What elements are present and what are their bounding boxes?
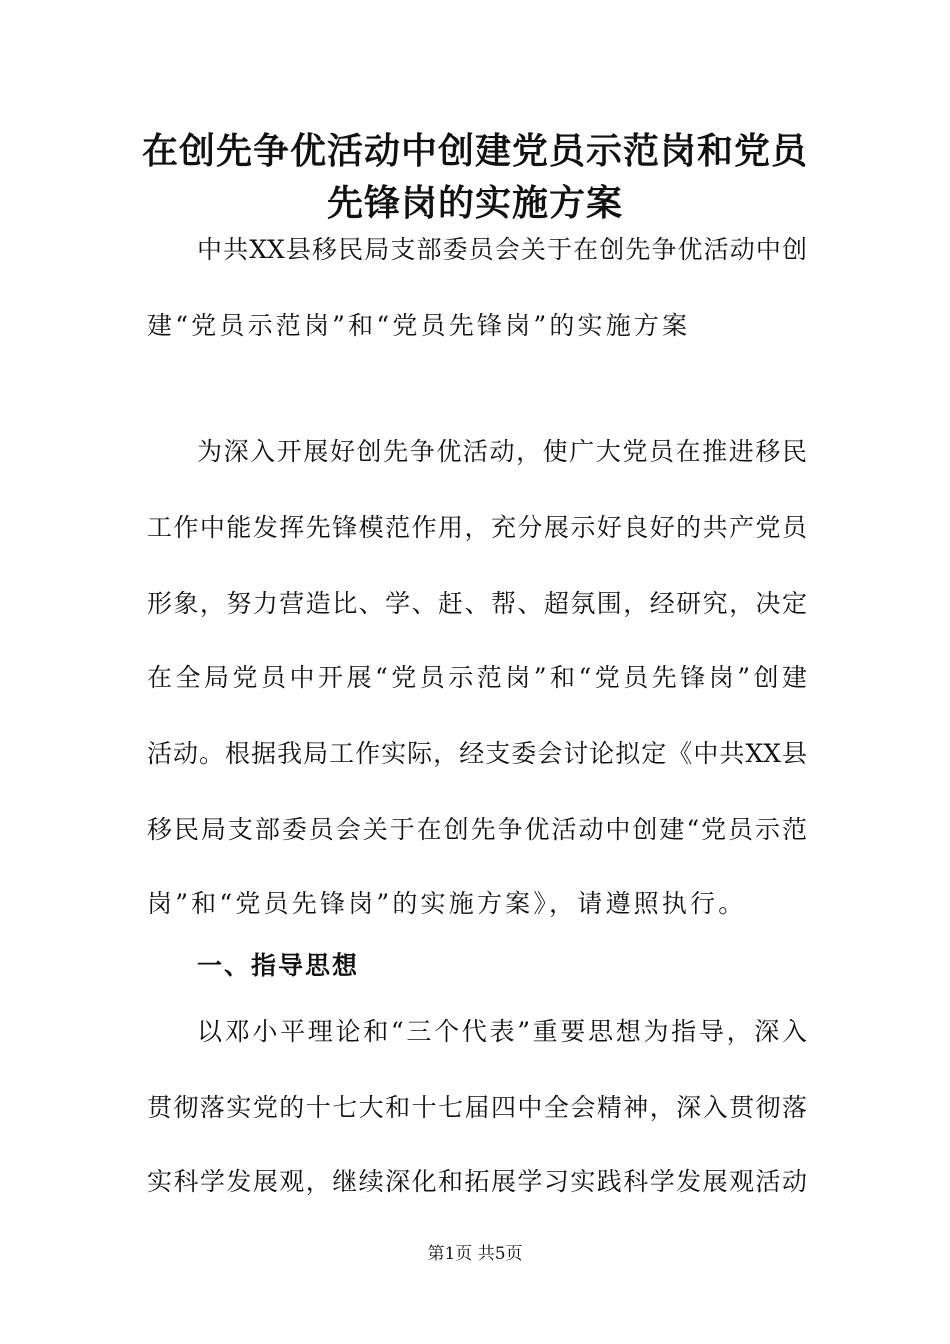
intro-line-4: 在全局党员中开展“党员示范岗”和“党员先锋岗”创建 [147, 663, 807, 692]
intro-line-7: 岗”和“党员先锋岗”的实施方案》，请遵照执行。 [147, 889, 747, 918]
section-1-line-1: 以邓小平理论和“三个代表”重要思想为指导，深入 [197, 1017, 807, 1046]
intro-line-2: 工作中能发挥先锋模范作用，充分展示好良好的共产党员 [147, 513, 807, 542]
intro-line-3: 形象，努力营造比、学、赶、帮、超氛围，经研究，决定 [147, 589, 807, 618]
section-1-heading: 一、指导思想 [197, 951, 360, 980]
section-1-line-2: 贯彻落实党的十七大和十七届四中全会精神，深入贯彻落 [147, 1093, 807, 1122]
intro-line-5: 活动。根据我局工作实际，经支委会讨论拟定《中共XX县 [147, 739, 807, 768]
subtitle-line-1: 中共XX县移民局支部委员会关于在创先争优活动中创 [197, 235, 807, 264]
intro-line-6: 移民局支部委员会关于在创先争优活动中创建“党员示范 [147, 815, 807, 844]
subtitle-line-2: 建“党员示范岗”和“党员先锋岗”的实施方案 [147, 311, 691, 340]
document-title-line-2: 先锋岗的实施方案 [326, 183, 623, 224]
section-1-line-3: 实科学发展观，继续深化和拓展学习实践科学发展观活动 [147, 1167, 807, 1196]
intro-line-1: 为深入开展好创先争优活动，使广大党员在推进移民 [197, 437, 807, 466]
document-title-line-1: 在创先争优活动中创建党员示范岗和党员 [141, 131, 808, 172]
page-number-footer: 第1页 共5页 [427, 1244, 523, 1264]
